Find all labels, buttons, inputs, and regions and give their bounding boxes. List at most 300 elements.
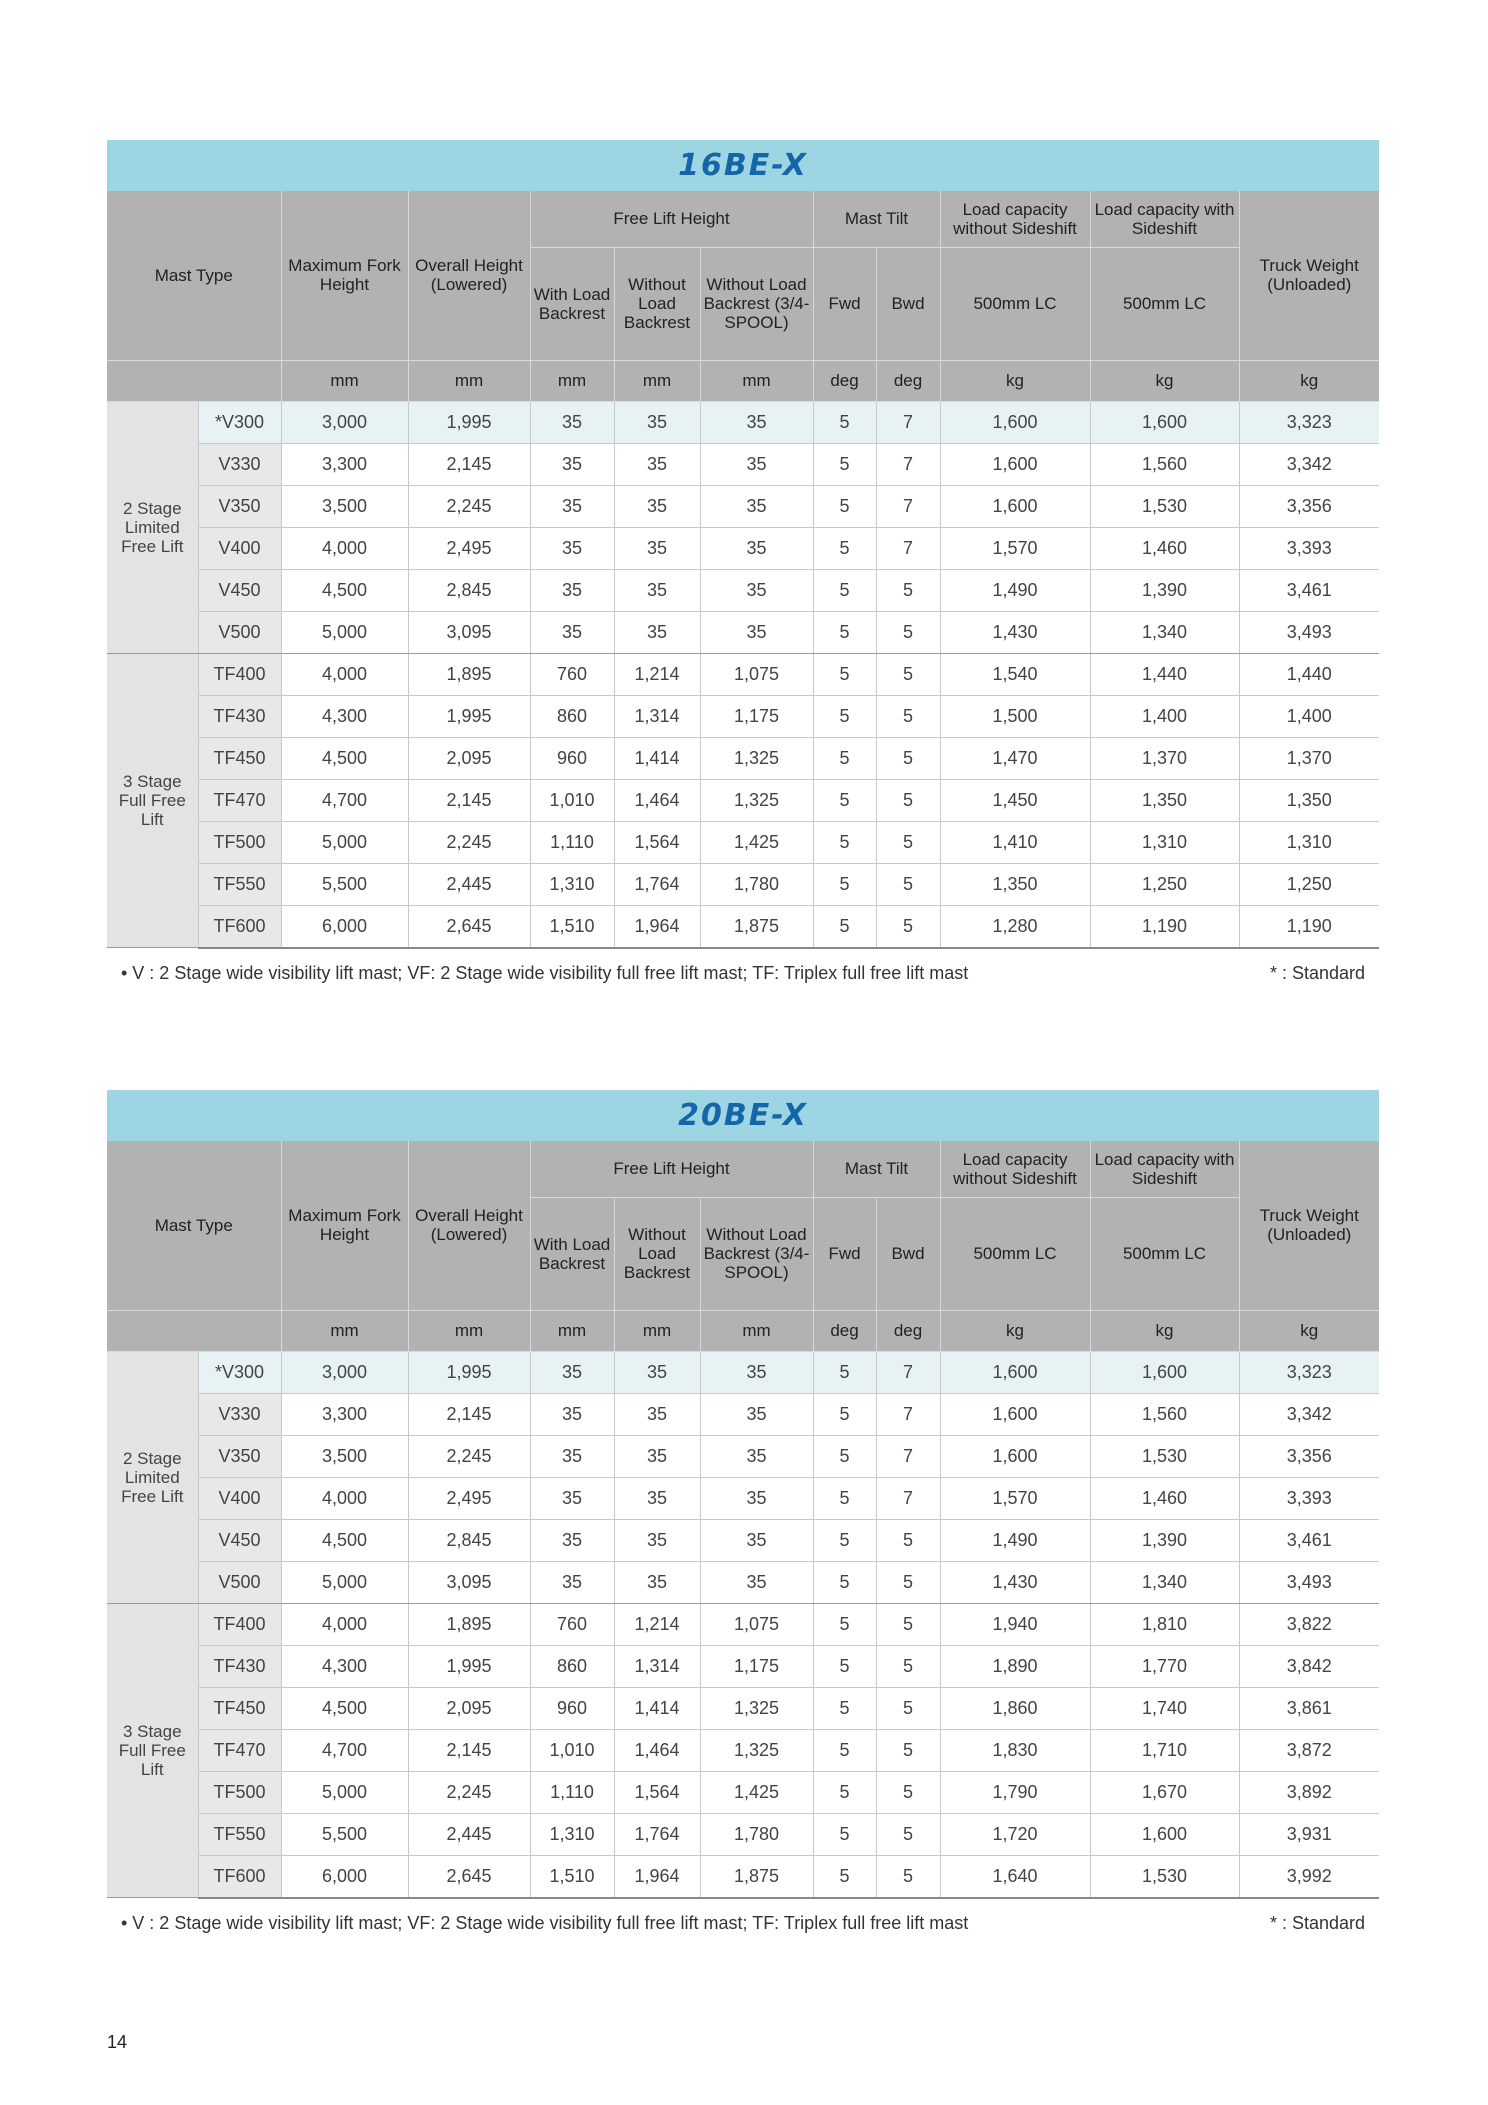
table-cell: 7	[876, 1351, 940, 1393]
header-fwd: Fwd	[813, 1197, 876, 1310]
table-cell: 5	[876, 1813, 940, 1855]
table-cell: 2,095	[408, 1687, 530, 1729]
table-cell: 5	[876, 1561, 940, 1603]
mast-model-cell: TF500	[198, 1771, 281, 1813]
table-cell: 3,493	[1239, 1561, 1379, 1603]
unit-label: mm	[530, 360, 614, 401]
table-cell: 4,500	[281, 1519, 408, 1561]
table-cell: 1,340	[1090, 611, 1239, 653]
table-cell: 7	[876, 401, 940, 443]
table-cell: 5	[813, 485, 876, 527]
unit-label: mm	[281, 1310, 408, 1351]
table-cell: 5	[876, 1519, 940, 1561]
unit-label: mm	[700, 1310, 813, 1351]
table-cell: 1,764	[614, 1813, 700, 1855]
header-units-blank	[107, 1310, 281, 1351]
header-units-blank	[107, 360, 281, 401]
header-cap-with-sideshift: Load capacity with Sideshift	[1090, 191, 1239, 247]
mast-model-cell: TF500	[198, 821, 281, 863]
table-cell: 35	[530, 527, 614, 569]
header-free-lift-height: Free Lift Height	[530, 191, 813, 247]
table-cell: 1,540	[940, 653, 1090, 695]
table-cell: 1,780	[700, 1813, 813, 1855]
table-cell: 35	[700, 1519, 813, 1561]
table-cell: 35	[530, 611, 614, 653]
table-cell: 1,464	[614, 1729, 700, 1771]
table-cell: 5	[813, 1519, 876, 1561]
table-cell: 2,095	[408, 737, 530, 779]
model-title: 20BE-X	[107, 1090, 1379, 1141]
table-cell: 1,110	[530, 1771, 614, 1813]
mast-model-cell: TF550	[198, 863, 281, 905]
table-cell: 35	[530, 569, 614, 611]
table-cell: 5	[813, 1561, 876, 1603]
table-cell: 1,190	[1090, 905, 1239, 948]
table-cell: 5	[813, 1477, 876, 1519]
table-cell: 5	[876, 1855, 940, 1898]
table-cell: 1,490	[940, 569, 1090, 611]
table-cell: 35	[700, 527, 813, 569]
table-cell: 1,400	[1239, 695, 1379, 737]
table-cell: 3,500	[281, 485, 408, 527]
table-cell: 35	[530, 443, 614, 485]
header-without-load-backrest: Without Load Backrest	[614, 1197, 700, 1310]
mast-model-cell: TF430	[198, 695, 281, 737]
table-cell: 1,570	[940, 1477, 1090, 1519]
table-cell: 5	[876, 1603, 940, 1645]
footnote-standard: * : Standard	[1269, 962, 1365, 983]
table-cell: 1,564	[614, 821, 700, 863]
header-overall-height: Overall Height (Lowered)	[408, 1141, 530, 1310]
table-cell: 1,875	[700, 905, 813, 948]
mast-model-cell: V450	[198, 569, 281, 611]
table-cell: 3,461	[1239, 1519, 1379, 1561]
table-cell: 760	[530, 1603, 614, 1645]
table-row	[107, 1603, 1379, 1645]
table-cell: 1,530	[1090, 1435, 1239, 1477]
table-row	[107, 1477, 1379, 1519]
table-cell: 5	[813, 1603, 876, 1645]
header-without-load-backrest: Without Load Backrest	[614, 247, 700, 360]
table-cell: 35	[614, 401, 700, 443]
table-cell: 4,000	[281, 653, 408, 695]
unit-label: kg	[1090, 1310, 1239, 1351]
table-cell: 1,440	[1090, 653, 1239, 695]
unit-label: mm	[614, 1310, 700, 1351]
mast-model-cell: *V300	[198, 1351, 281, 1393]
table-cell: 1,740	[1090, 1687, 1239, 1729]
table-cell: 35	[614, 1561, 700, 1603]
table-cell: 1,640	[940, 1855, 1090, 1898]
table-cell: 3,342	[1239, 1393, 1379, 1435]
table-cell: 1,560	[1090, 443, 1239, 485]
table-cell: 1,325	[700, 1687, 813, 1729]
table-cell: 5	[813, 1687, 876, 1729]
table-cell: 1,110	[530, 821, 614, 863]
table-cell: 1,450	[940, 779, 1090, 821]
mast-model-cell: TF600	[198, 1855, 281, 1898]
unit-label: deg	[813, 360, 876, 401]
table-cell: 1,010	[530, 779, 614, 821]
table-cell: 1,895	[408, 653, 530, 695]
table-row	[107, 905, 1379, 948]
table-cell: 35	[700, 1561, 813, 1603]
table-cell: 1,340	[1090, 1561, 1239, 1603]
table-cell: 3,342	[1239, 443, 1379, 485]
unit-label: kg	[1090, 360, 1239, 401]
table-cell: 1,600	[940, 485, 1090, 527]
table-cell: 2,145	[408, 779, 530, 821]
footnote-legend: • V : 2 Stage wide visibility lift mast; VF: 2 Stage wide visibility full free lift mast; TF: Triplex full free lift mast	[121, 1912, 969, 1933]
table-cell: 1,790	[940, 1771, 1090, 1813]
table-cell: 3,822	[1239, 1603, 1379, 1645]
table-cell: 35	[614, 1393, 700, 1435]
mast-model-cell: TF400	[198, 1603, 281, 1645]
table-cell: 860	[530, 1645, 614, 1687]
spec-section-20be-x	[107, 1090, 1379, 1934]
table-cell: 1,410	[940, 821, 1090, 863]
table-row	[107, 611, 1379, 653]
table-row	[107, 1771, 1379, 1813]
table-cell: 5	[813, 1393, 876, 1435]
table-cell: 1,425	[700, 1771, 813, 1813]
table-cell: 35	[530, 1351, 614, 1393]
table-cell: 35	[530, 485, 614, 527]
table-cell: 1,310	[530, 863, 614, 905]
spec-table	[107, 1141, 1379, 1899]
table-cell: 1,875	[700, 1855, 813, 1898]
table-row	[107, 401, 1379, 443]
mast-model-cell: V350	[198, 1435, 281, 1477]
table-cell: 2,445	[408, 863, 530, 905]
table-cell: 2,445	[408, 1813, 530, 1855]
table-cell: 5	[876, 1645, 940, 1687]
table-cell: 5	[813, 737, 876, 779]
table-cell: 35	[614, 611, 700, 653]
table-cell: 3,872	[1239, 1729, 1379, 1771]
table-cell: 7	[876, 443, 940, 485]
table-cell: 1,720	[940, 1813, 1090, 1855]
header-mast-type: Mast Type	[107, 1141, 281, 1310]
table-cell: 960	[530, 1687, 614, 1729]
table-cell: 35	[700, 1393, 813, 1435]
table-cell: 5	[876, 737, 940, 779]
table-cell: 3,300	[281, 443, 408, 485]
table-cell: 35	[614, 1477, 700, 1519]
table-cell: 1,890	[940, 1645, 1090, 1687]
table-cell: 7	[876, 1435, 940, 1477]
table-cell: 2,495	[408, 527, 530, 569]
table-row	[107, 779, 1379, 821]
unit-label: kg	[940, 1310, 1090, 1351]
table-cell: 1,075	[700, 1603, 813, 1645]
table-cell: 2,145	[408, 1393, 530, 1435]
table-cell: 1,414	[614, 1687, 700, 1729]
table-cell: 5	[813, 1351, 876, 1393]
spec-table-body	[107, 401, 1379, 948]
mast-model-cell: V330	[198, 1393, 281, 1435]
mast-model-cell: V450	[198, 1519, 281, 1561]
table-cell: 5	[813, 569, 876, 611]
table-row	[107, 1687, 1379, 1729]
table-cell: 35	[700, 443, 813, 485]
table-cell: 1,530	[1090, 1855, 1239, 1898]
table-row	[107, 527, 1379, 569]
table-cell: 3,095	[408, 611, 530, 653]
table-cell: 5	[813, 611, 876, 653]
table-cell: 1,600	[1090, 1351, 1239, 1393]
table-cell: 1,560	[1090, 1393, 1239, 1435]
table-cell: 3,461	[1239, 569, 1379, 611]
header-bwd: Bwd	[876, 1197, 940, 1310]
table-row	[107, 653, 1379, 695]
table-cell: 2,245	[408, 485, 530, 527]
table-row	[107, 1351, 1379, 1393]
table-cell: 5	[813, 1729, 876, 1771]
table-cell: 1,250	[1239, 863, 1379, 905]
table-cell: 5	[876, 1729, 940, 1771]
table-cell: 1,370	[1090, 737, 1239, 779]
table-cell: 1,830	[940, 1729, 1090, 1771]
table-cell: 5,500	[281, 863, 408, 905]
table-cell: 1,464	[614, 779, 700, 821]
header-lc-with: 500mm LC	[1090, 247, 1239, 360]
table-row	[107, 1435, 1379, 1477]
table-cell: 1,430	[940, 611, 1090, 653]
header-mast-tilt: Mast Tilt	[813, 191, 940, 247]
table-cell: 5	[813, 653, 876, 695]
table-cell: 4,700	[281, 779, 408, 821]
table-cell: 1,600	[940, 443, 1090, 485]
table-cell: 1,425	[700, 821, 813, 863]
header-bwd: Bwd	[876, 247, 940, 360]
table-cell: 1,175	[700, 695, 813, 737]
table-cell: 35	[700, 485, 813, 527]
table-cell: 1,430	[940, 1561, 1090, 1603]
table-cell: 3,000	[281, 401, 408, 443]
table-cell: 35	[700, 1435, 813, 1477]
table-cell: 760	[530, 653, 614, 695]
table-cell: 5	[813, 905, 876, 948]
table-cell: 7	[876, 1477, 940, 1519]
footnote	[107, 949, 1379, 984]
mast-model-cell: *V300	[198, 401, 281, 443]
table-cell: 860	[530, 695, 614, 737]
table-cell: 2,145	[408, 1729, 530, 1771]
mast-model-cell: V350	[198, 485, 281, 527]
table-cell: 1,995	[408, 695, 530, 737]
table-cell: 1,570	[940, 527, 1090, 569]
spec-section-16be-x	[107, 140, 1379, 984]
table-cell: 1,390	[1090, 1519, 1239, 1561]
table-cell: 3,095	[408, 1561, 530, 1603]
table-cell: 5	[876, 611, 940, 653]
mast-group-label: 2 Stage Limited Free Lift	[107, 1351, 198, 1603]
table-cell: 5	[813, 1855, 876, 1898]
table-row	[107, 1645, 1379, 1687]
table-cell: 4,000	[281, 1477, 408, 1519]
header-truck-weight: Truck Weight (Unloaded)	[1239, 191, 1379, 360]
table-cell: 5	[813, 1435, 876, 1477]
table-cell: 2,845	[408, 1519, 530, 1561]
table-row	[107, 1393, 1379, 1435]
table-cell: 1,764	[614, 863, 700, 905]
footnote-legend: • V : 2 Stage wide visibility lift mast; VF: 2 Stage wide visibility full free lift mast; TF: Triplex full free lift mast	[121, 962, 969, 983]
table-cell: 1,600	[940, 1393, 1090, 1435]
table-cell: 35	[614, 443, 700, 485]
table-cell: 1,600	[940, 401, 1090, 443]
table-cell: 5	[876, 695, 940, 737]
table-cell: 7	[876, 1393, 940, 1435]
unit-label: deg	[813, 1310, 876, 1351]
unit-label: mm	[614, 360, 700, 401]
table-cell: 5	[813, 1813, 876, 1855]
table-cell: 5,500	[281, 1813, 408, 1855]
table-cell: 1,810	[1090, 1603, 1239, 1645]
table-cell: 1,995	[408, 1645, 530, 1687]
table-cell: 5	[813, 695, 876, 737]
table-cell: 1,860	[940, 1687, 1090, 1729]
mast-model-cell: TF430	[198, 1645, 281, 1687]
header-cap-without-sideshift: Load capacity without Sideshift	[940, 191, 1090, 247]
table-cell: 1,370	[1239, 737, 1379, 779]
header-lc-without: 500mm LC	[940, 247, 1090, 360]
table-cell: 3,493	[1239, 611, 1379, 653]
table-cell: 35	[700, 1351, 813, 1393]
table-cell: 5	[813, 863, 876, 905]
table-cell: 35	[700, 401, 813, 443]
table-cell: 1,964	[614, 905, 700, 948]
unit-label: deg	[876, 360, 940, 401]
table-cell: 1,010	[530, 1729, 614, 1771]
table-cell: 4,300	[281, 695, 408, 737]
header-max-fork-height: Maximum Fork Height	[281, 1141, 408, 1310]
header-max-fork-height: Maximum Fork Height	[281, 191, 408, 360]
table-cell: 1,490	[940, 1519, 1090, 1561]
header-cap-with-sideshift: Load capacity with Sideshift	[1090, 1141, 1239, 1197]
table-cell: 1,530	[1090, 485, 1239, 527]
header-without-load-backrest-spool: Without Load Backrest (3/4-SPOOL)	[700, 247, 813, 360]
table-cell: 3,356	[1239, 1435, 1379, 1477]
table-cell: 1,470	[940, 737, 1090, 779]
table-cell: 35	[614, 569, 700, 611]
table-cell: 1,314	[614, 695, 700, 737]
table-cell: 1,600	[1090, 1813, 1239, 1855]
table-cell: 5	[876, 905, 940, 948]
table-cell: 5,000	[281, 1771, 408, 1813]
spec-table-body	[107, 1351, 1379, 1898]
table-cell: 3,892	[1239, 1771, 1379, 1813]
header-cap-without-sideshift: Load capacity without Sideshift	[940, 1141, 1090, 1197]
table-cell: 4,500	[281, 737, 408, 779]
unit-label: kg	[1239, 360, 1379, 401]
table-cell: 2,245	[408, 1435, 530, 1477]
table-cell: 1,350	[1239, 779, 1379, 821]
table-cell: 2,145	[408, 443, 530, 485]
table-cell: 1,500	[940, 695, 1090, 737]
header-lc-without: 500mm LC	[940, 1197, 1090, 1310]
table-cell: 1,995	[408, 1351, 530, 1393]
table-cell: 3,842	[1239, 1645, 1379, 1687]
table-cell: 5,000	[281, 821, 408, 863]
table-cell: 3,393	[1239, 527, 1379, 569]
header-lc-with: 500mm LC	[1090, 1197, 1239, 1310]
table-cell: 2,645	[408, 905, 530, 948]
header-without-load-backrest-spool: Without Load Backrest (3/4-SPOOL)	[700, 1197, 813, 1310]
table-cell: 35	[614, 485, 700, 527]
mast-model-cell: TF600	[198, 905, 281, 948]
table-cell: 1,510	[530, 905, 614, 948]
mast-model-cell: V400	[198, 1477, 281, 1519]
table-cell: 1,600	[940, 1435, 1090, 1477]
unit-label: kg	[1239, 1310, 1379, 1351]
header-fwd: Fwd	[813, 247, 876, 360]
table-cell: 1,280	[940, 905, 1090, 948]
table-cell: 4,000	[281, 527, 408, 569]
table-cell: 2,245	[408, 1771, 530, 1813]
table-cell: 35	[614, 1435, 700, 1477]
table-cell: 3,323	[1239, 1351, 1379, 1393]
header-with-load-backrest: With Load Backrest	[530, 247, 614, 360]
table-cell: 7	[876, 527, 940, 569]
table-cell: 3,931	[1239, 1813, 1379, 1855]
mast-model-cell: V330	[198, 443, 281, 485]
table-cell: 5	[813, 1771, 876, 1813]
unit-label: mm	[408, 1310, 530, 1351]
table-cell: 1,670	[1090, 1771, 1239, 1813]
mast-model-cell: V500	[198, 1561, 281, 1603]
table-cell: 1,460	[1090, 1477, 1239, 1519]
mast-group-label: 3 Stage Full Free Lift	[107, 653, 198, 948]
table-cell: 1,995	[408, 401, 530, 443]
table-cell: 3,000	[281, 1351, 408, 1393]
table-cell: 5	[813, 401, 876, 443]
table-cell: 35	[530, 1435, 614, 1477]
unit-label: kg	[940, 360, 1090, 401]
table-cell: 5	[876, 1687, 940, 1729]
table-cell: 3,992	[1239, 1855, 1379, 1898]
spec-table	[107, 191, 1379, 949]
table-row	[107, 485, 1379, 527]
table-cell: 5	[876, 569, 940, 611]
table-cell: 35	[614, 1519, 700, 1561]
header-free-lift-height: Free Lift Height	[530, 1141, 813, 1197]
table-cell: 1,190	[1239, 905, 1379, 948]
table-cell: 5,000	[281, 611, 408, 653]
table-cell: 1,940	[940, 1603, 1090, 1645]
mast-group-label: 2 Stage Limited Free Lift	[107, 401, 198, 653]
table-row	[107, 569, 1379, 611]
table-cell: 960	[530, 737, 614, 779]
table-cell: 3,323	[1239, 401, 1379, 443]
table-cell: 35	[614, 1351, 700, 1393]
table-cell: 6,000	[281, 905, 408, 948]
mast-model-cell: TF400	[198, 653, 281, 695]
table-cell: 5	[876, 779, 940, 821]
table-row	[107, 1729, 1379, 1771]
table-cell: 3,356	[1239, 485, 1379, 527]
table-cell: 2,645	[408, 1855, 530, 1898]
mast-model-cell: TF450	[198, 737, 281, 779]
footnote	[107, 1899, 1379, 1934]
mast-group-label: 3 Stage Full Free Lift	[107, 1603, 198, 1898]
table-cell: 1,564	[614, 1771, 700, 1813]
table-cell: 1,710	[1090, 1729, 1239, 1771]
table-cell: 1,310	[1239, 821, 1379, 863]
table-cell: 5	[813, 443, 876, 485]
table-cell: 7	[876, 485, 940, 527]
table-cell: 35	[530, 401, 614, 443]
